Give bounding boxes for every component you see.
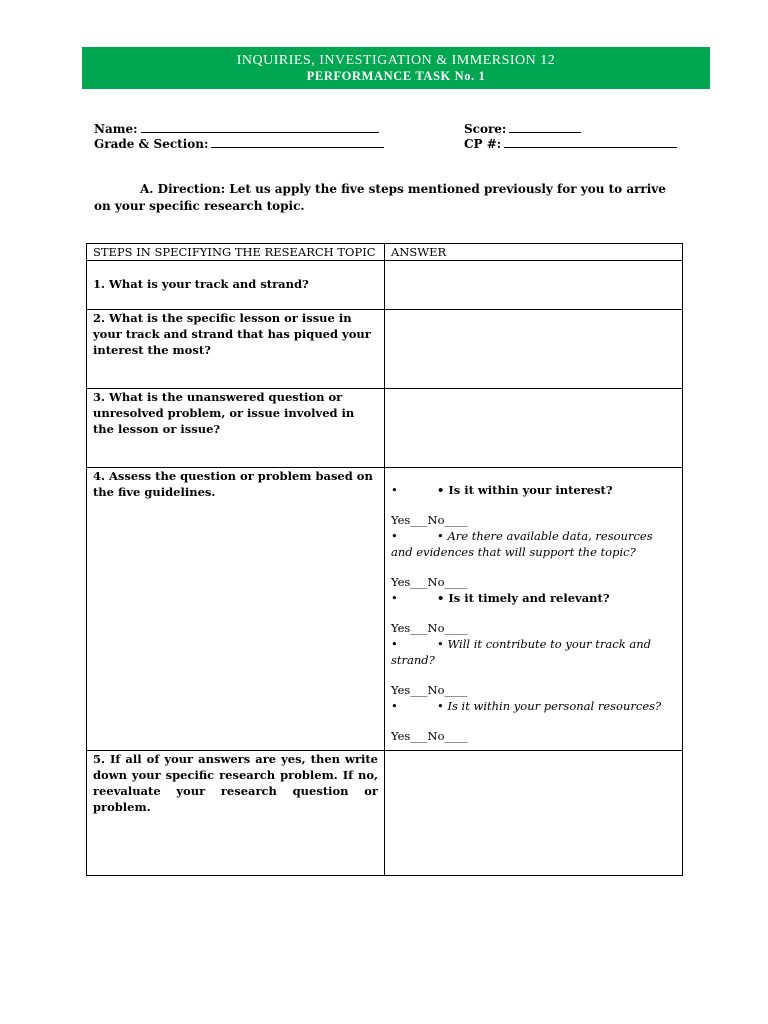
direction-text: A. Direction: Let us apply the five steps mentioned previously for you to arrive on your specific research topic. — [94, 182, 666, 213]
step-cell — [87, 310, 385, 389]
yes-no-blank[interactable]: Yes___No____ — [391, 683, 468, 697]
table-row — [87, 261, 683, 310]
steps-column-header: STEPS IN SPECIFYING THE RESEARCH TOPIC — [87, 244, 385, 261]
name-blank[interactable] — [141, 121, 379, 133]
answer-cell[interactable] — [385, 751, 683, 876]
name-label: Name: — [94, 122, 138, 136]
guideline-item: • • Is it within your personal resources? — [391, 699, 662, 713]
yes-no-blank[interactable]: Yes___No____ — [391, 621, 468, 635]
grade-section-label: Grade & Section: — [94, 137, 209, 151]
step-question: 1. What is your track and strand? — [93, 277, 309, 291]
yes-no-blank[interactable]: Yes___No____ — [391, 729, 468, 743]
grade-section-field — [94, 136, 384, 152]
score-field — [464, 121, 581, 137]
table-row — [87, 751, 683, 876]
step-question: 2. What is the specific lesson or issue in your track and strand that has piqued your interest the most? — [93, 311, 371, 357]
steps-table — [86, 243, 683, 876]
table-row — [87, 389, 683, 468]
name-field — [94, 121, 379, 137]
yes-no-blank[interactable]: Yes___No____ — [391, 575, 468, 589]
direction-paragraph — [94, 181, 684, 215]
answer-cell[interactable] — [385, 261, 683, 310]
step-cell — [87, 468, 385, 751]
answer-cell[interactable] — [385, 389, 683, 468]
yes-no-blank[interactable]: Yes___No____ — [391, 513, 468, 527]
table-row — [87, 310, 683, 389]
step-question: 3. What is the unanswered question or unresolved problem, or issue involved in the lesson or issue? — [93, 390, 355, 436]
guideline-item: • • Are there available data, resources and evidences that will support the topic? — [391, 529, 653, 559]
table-row — [87, 468, 683, 751]
document-title: INQUIRIES, INVESTIGATION & IMMERSION 12 — [236, 53, 556, 68]
step-cell — [87, 389, 385, 468]
answer-column-header: ANSWER — [385, 244, 683, 261]
guideline-item: • • Is it timely and relevant? — [391, 591, 610, 605]
cp-label: CP #: — [464, 137, 502, 151]
step-question: 5. If all of your answers are yes, then write down your specific research problem. If no, reevaluate your research question or problem. — [93, 752, 378, 814]
step-cell — [87, 261, 385, 310]
grade-section-blank[interactable] — [211, 136, 384, 148]
step-question: 4. Assess the question or problem based on the five guidelines. — [93, 469, 373, 499]
guideline-item: • • Will it contribute to your track and strand? — [391, 637, 651, 667]
guideline-item: • • Is it within your interest? — [391, 483, 613, 497]
step-cell — [87, 751, 385, 876]
cp-field — [464, 136, 677, 152]
guidelines-cell[interactable] — [385, 468, 683, 751]
table-header-row — [87, 244, 683, 261]
cp-blank[interactable] — [504, 136, 677, 148]
document-subtitle: PERFORMANCE TASK No. 1 — [306, 69, 486, 83]
score-blank[interactable] — [509, 121, 581, 133]
title-banner — [82, 47, 710, 89]
score-label: Score: — [464, 122, 507, 136]
answer-cell[interactable] — [385, 310, 683, 389]
